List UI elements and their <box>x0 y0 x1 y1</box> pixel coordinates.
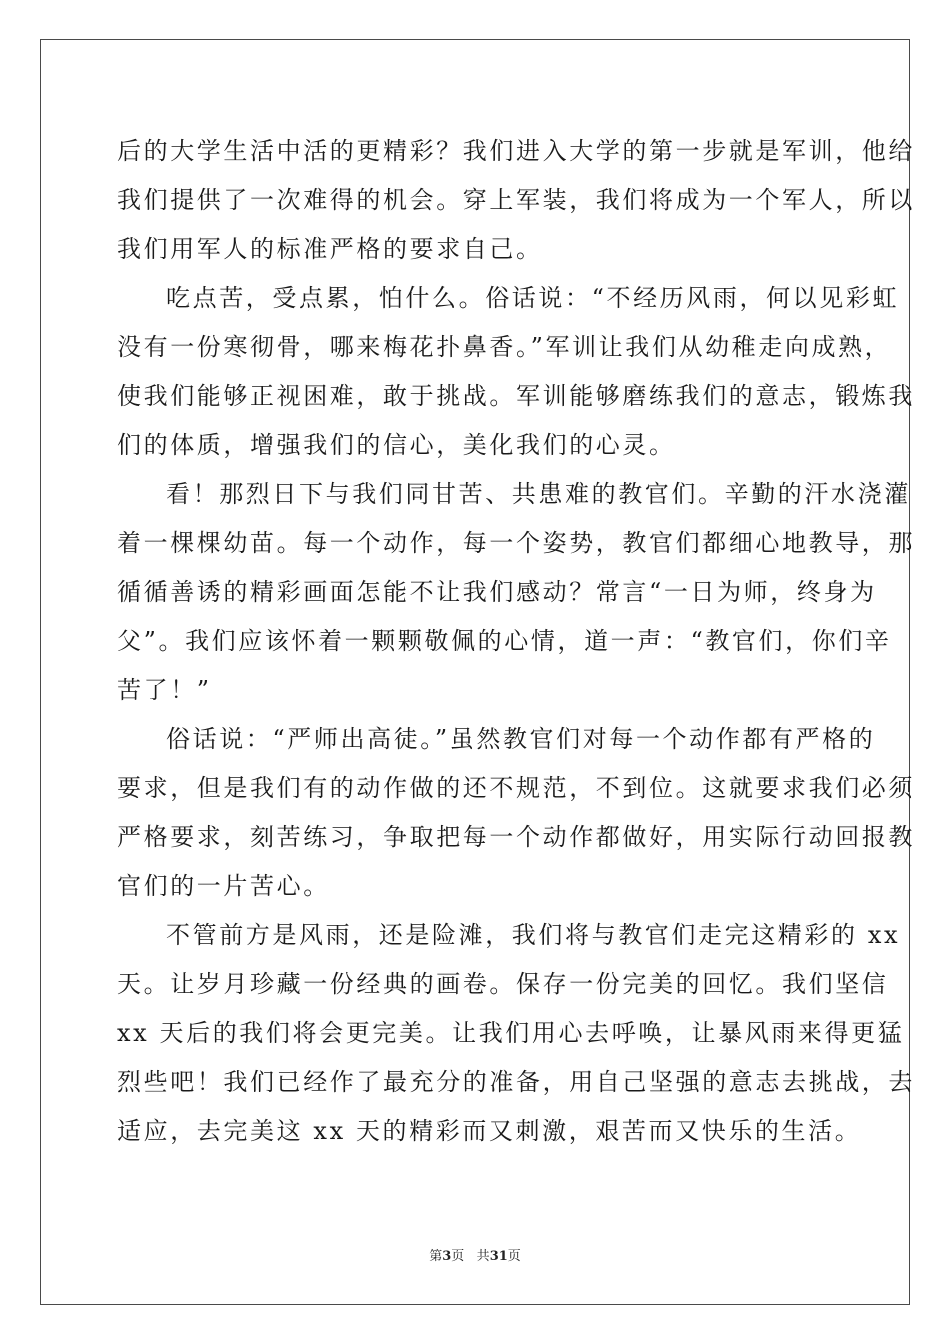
total-prefix: 共 <box>476 1249 490 1264</box>
text-line: 苦了！” <box>117 676 212 704</box>
text-line: 着一棵棵幼苗。每一个动作，每一个姿势，教官们都细心地教导，那 <box>117 529 915 557</box>
text-line: 后的大学生活中活的更精彩？我们进入大学的第一步就是军训，他给 <box>117 137 915 165</box>
page-number: 3 <box>442 1249 452 1264</box>
text-line: 父”。我们应该怀着一颗颗敬佩的心情，道一声：“教官们，你们辛 <box>117 627 892 655</box>
text-line: 严格要求，刻苦练习，争取把每一个动作都做好，用实际行动回报教 <box>117 823 915 851</box>
text-line: 我们用军人的标准严格的要求自己。 <box>117 235 543 263</box>
text-line: 官们的一片苦心。 <box>117 872 330 900</box>
page-prefix: 第 <box>429 1249 443 1264</box>
text-line: 吃点苦，受点累，怕什么。俗话说：“不经历风雨，何以见彩虹 <box>166 284 900 312</box>
text-line: 不管前方是风雨，还是险滩，我们将与教官们走完这精彩的 xx <box>166 921 901 949</box>
total-suffix: 页 <box>507 1249 521 1264</box>
text-line: 循循善诱的精彩画面怎能不让我们感动？常言“一日为师，终身为 <box>117 578 877 606</box>
text-line: 没有一份寒彻骨，哪来梅花扑鼻香。”军训让我们从幼稚走向成熟， <box>117 333 892 361</box>
total-pages: 31 <box>489 1249 508 1264</box>
text-line: xx 天后的我们将会更完美。让我们用心去呼唤，让暴风雨来得更猛 <box>117 1019 905 1047</box>
page-footer <box>0 1245 950 1264</box>
text-line: 俗话说：“严师出高徒。”虽然教官们对每一个动作都有严格的 <box>166 725 876 753</box>
document-body <box>117 127 915 1156</box>
text-line: 适应，去完美这 xx 天的精彩而又刺激，艰苦而又快乐的生活。 <box>117 1117 862 1145</box>
text-line: 使我们能够正视困难，敢于挑战。军训能够磨练我们的意志，锻炼我 <box>117 382 915 410</box>
text-line: 要求，但是我们有的动作做的还不规范，不到位。这就要求我们必须 <box>117 774 915 802</box>
text-line: 烈些吧！我们已经作了最充分的准备，用自己坚强的意志去挑战，去 <box>117 1068 915 1096</box>
page-suffix: 页 <box>451 1249 465 1264</box>
text-line: 天。让岁月珍藏一份经典的画卷。保存一份完美的回忆。我们坚信 <box>117 970 889 998</box>
text-line: 们的体质，增强我们的信心，美化我们的心灵。 <box>117 431 676 459</box>
text-line: 看！那烈日下与我们同甘苦、共患难的教官们。辛勤的汗水浇灌 <box>166 480 911 508</box>
text-line: 我们提供了一次难得的机会。穿上军装，我们将成为一个军人，所以 <box>117 186 915 214</box>
